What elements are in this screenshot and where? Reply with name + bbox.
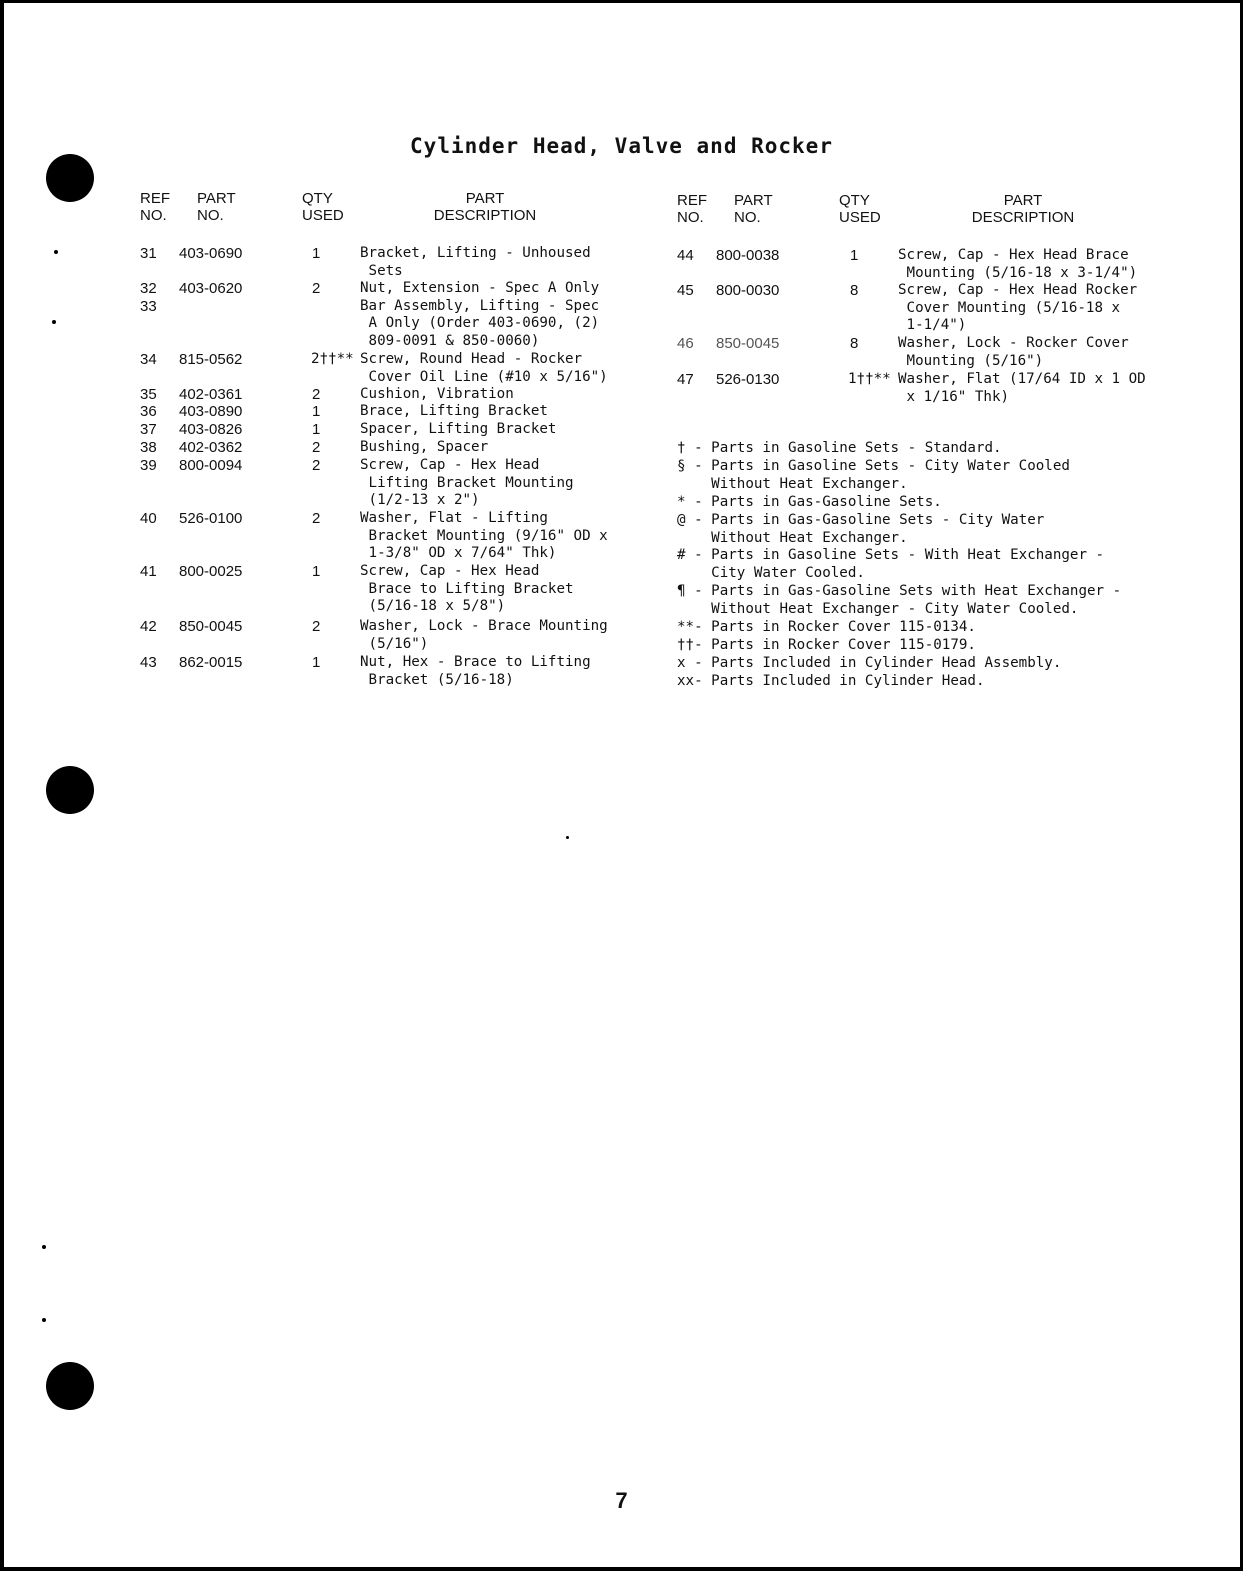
ref-no: 41: [140, 563, 157, 580]
qty-used: 1: [312, 245, 321, 262]
qty-used: 8: [850, 335, 859, 352]
part-description: Brace, Lifting Bracket: [360, 403, 548, 419]
ref-no: 32 33: [140, 280, 157, 315]
right-header-part: PART NO.: [734, 192, 773, 226]
legend-item: ¶ - Parts in Gas-Gasoline Sets with Heat Exchanger - Without Heat Exchanger - City Water Cooled.: [677, 583, 1122, 617]
qty-used: 1: [850, 247, 859, 264]
qty-used: 2††**: [311, 351, 354, 367]
ref-no: 37: [140, 421, 157, 438]
part-description: Nut, Extension - Spec A Only Bar Assembly, Lifting - Spec A Only (Order 403-0690, (2) 809-0091 & 850-0060): [360, 280, 600, 349]
right-header-ref: REF NO.: [677, 192, 707, 226]
legend-item: **- Parts in Rocker Cover 115-0134.: [677, 619, 976, 635]
part-description: Bushing, Spacer: [360, 439, 489, 455]
part-description: Washer, Flat - Lifting Bracket Mounting (9/16" OD x 1-3/8" OD x 7/64" Thk): [360, 510, 608, 561]
page-number: 7: [615, 1488, 628, 1513]
scan-speck: [52, 320, 56, 324]
part-description: Cushion, Vibration: [360, 386, 514, 402]
part-description: Washer, Lock - Brace Mounting (5/16"): [360, 618, 608, 652]
ref-no: 46: [677, 335, 694, 352]
legend-item: § - Parts in Gasoline Sets - City Water Cooled Without Heat Exchanger.: [677, 458, 1070, 492]
legend-item: # - Parts in Gasoline Sets - With Heat Exchanger - City Water Cooled.: [677, 547, 1105, 581]
part-description: Screw, Cap - Hex Head Rocker Cover Mounting (5/16-18 x 1-1/4"): [898, 282, 1138, 333]
part-no: 403-0620: [179, 280, 243, 297]
qty-used: 2: [312, 439, 321, 456]
scan-speck: [566, 836, 569, 839]
part-description: Screw, Cap - Hex Head Lifting Bracket Mounting (1/2-13 x 2"): [360, 457, 574, 508]
ref-no: 45: [677, 282, 694, 299]
scan-speck: [42, 1245, 46, 1249]
legend-item: xx- Parts Included in Cylinder Head.: [677, 673, 985, 689]
ref-no: 43: [140, 654, 157, 671]
part-no: 403-0826: [179, 421, 243, 438]
part-no: 862-0015: [179, 654, 243, 671]
legend-item: * - Parts in Gas-Gasoline Sets.: [677, 494, 942, 510]
part-no: 402-0362: [179, 439, 243, 456]
part-no: 403-0690: [179, 245, 243, 262]
part-no: 526-0100: [179, 510, 243, 527]
qty-used: 2: [312, 618, 321, 635]
binder-hole-bottom: [46, 1362, 94, 1410]
ref-no: 31: [140, 245, 157, 262]
ref-no: 38: [140, 439, 157, 456]
part-no: 526-0130: [716, 371, 780, 388]
legend-item: ††- Parts in Rocker Cover 115-0179.: [677, 637, 976, 653]
scan-speck: [42, 1318, 46, 1322]
left-header-description: PART DESCRIPTION: [433, 190, 537, 224]
qty-used: 1: [312, 403, 321, 420]
qty-used: 2: [312, 510, 321, 527]
part-description: Screw, Cap - Hex Head Brace Mounting (5/16-18 x 3-1/4"): [898, 247, 1138, 281]
part-description: Nut, Hex - Brace to Lifting Bracket (5/16-18): [360, 654, 591, 688]
legend-item: @ - Parts in Gas-Gasoline Sets - City Water Without Heat Exchanger.: [677, 512, 1045, 546]
ref-no: 40: [140, 510, 157, 527]
part-no: 800-0030: [716, 282, 780, 299]
legend-item: x - Parts Included in Cylinder Head Assembly.: [677, 655, 1062, 671]
qty-used: 2: [312, 386, 321, 403]
ref-no: 34: [140, 351, 157, 368]
part-no: 403-0890: [179, 403, 243, 420]
qty-used: 1: [312, 421, 321, 438]
part-no: 815-0562: [179, 351, 243, 368]
part-description: Bracket, Lifting - Unhoused Sets: [360, 245, 591, 279]
legend-item: † - Parts in Gasoline Sets - Standard.: [677, 440, 1002, 456]
qty-used: 1††**: [848, 371, 891, 387]
part-description: Screw, Cap - Hex Head Brace to Lifting Bracket (5/16-18 x 5/8"): [360, 563, 574, 614]
ref-no: 39: [140, 457, 157, 474]
part-no: 800-0094: [179, 457, 243, 474]
part-description: Screw, Round Head - Rocker Cover Oil Line (#10 x 5/16"): [360, 351, 608, 385]
ref-no: 44: [677, 247, 694, 264]
part-no: 402-0361: [179, 386, 243, 403]
part-description: Spacer, Lifting Bracket: [360, 421, 557, 437]
page-title: Cylinder Head, Valve and Rocker: [410, 134, 833, 158]
binder-hole-top: [46, 154, 94, 202]
left-header-ref: REF NO.: [140, 190, 170, 224]
part-description: Washer, Lock - Rocker Cover Mounting (5/16"): [898, 335, 1129, 369]
left-header-part: PART NO.: [197, 190, 236, 224]
scan-speck: [54, 250, 58, 254]
right-header-description: PART DESCRIPTION: [971, 192, 1075, 226]
qty-used: 2: [312, 280, 321, 297]
part-no: 850-0045: [179, 618, 243, 635]
ref-no: 47: [677, 371, 694, 388]
part-no: 850-0045: [716, 335, 780, 352]
ref-no: 42: [140, 618, 157, 635]
ref-no: 35: [140, 386, 157, 403]
part-description: Washer, Flat (17/64 ID x 1 OD x 1/16" Thk): [898, 371, 1146, 405]
qty-used: 2: [312, 457, 321, 474]
left-header-qty: QTY USED: [302, 190, 344, 224]
binder-hole-middle: [46, 766, 94, 814]
right-header-qty: QTY USED: [839, 192, 881, 226]
part-no: 800-0025: [179, 563, 243, 580]
part-no: 800-0038: [716, 247, 780, 264]
qty-used: 1: [312, 654, 321, 671]
qty-used: 8: [850, 282, 859, 299]
qty-used: 1: [312, 563, 321, 580]
ref-no: 36: [140, 403, 157, 420]
